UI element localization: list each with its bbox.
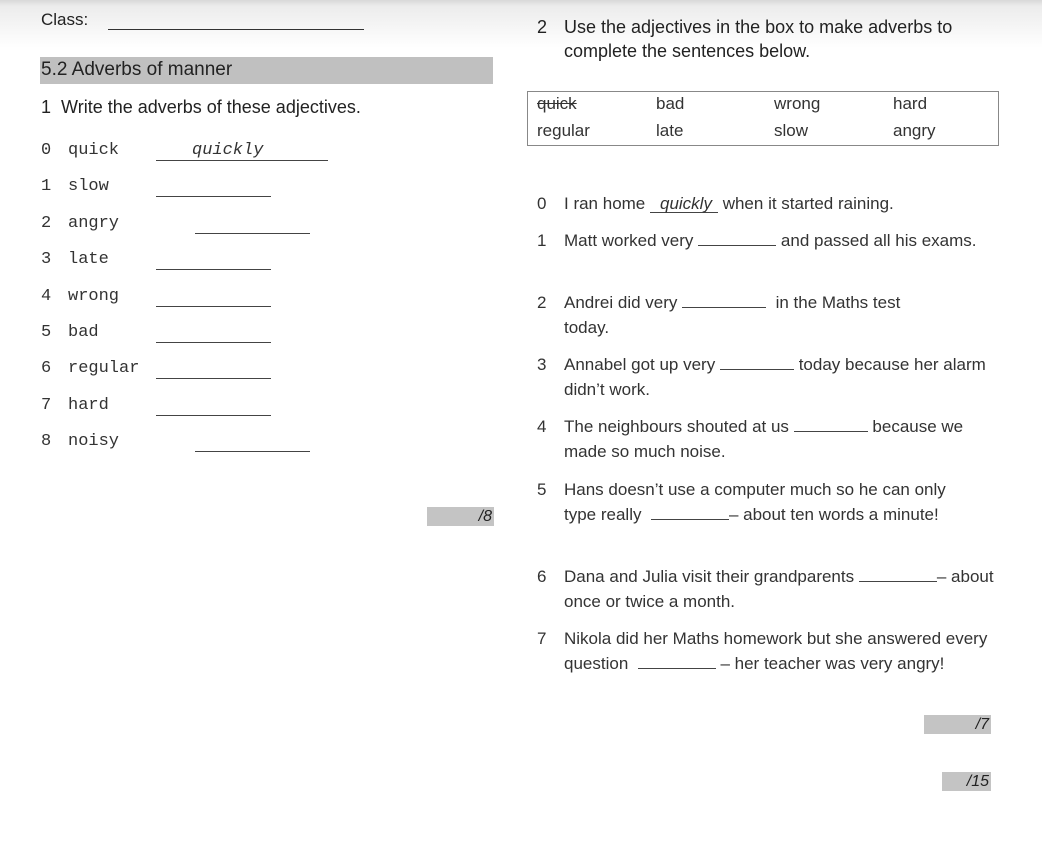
sentence-after: – about ten words a minute!: [728, 505, 939, 524]
sentence-number: 2: [537, 293, 547, 312]
exercise-1-item: [41, 323, 341, 345]
word-box-item: late: [656, 121, 684, 140]
item-number: 7: [41, 396, 52, 415]
answer-line[interactable]: [195, 214, 310, 234]
item-number: 6: [41, 359, 52, 378]
sentence-blank[interactable]: [638, 651, 716, 669]
exercise-2-text: Use the adjectives in the box to make adverbs to complete the sentences below.: [564, 17, 953, 61]
item-adjective: hard: [68, 396, 109, 415]
sentence-number: 5: [537, 480, 547, 499]
item-number: 0: [41, 141, 52, 160]
exercise-1-item: [41, 177, 341, 199]
sentence-after: because we made so much noise.: [564, 417, 964, 461]
sentence-after: when it started raining.: [722, 194, 894, 213]
exercise-1-item: [41, 141, 341, 163]
item-number: 8: [41, 432, 52, 451]
word-box-item: hard: [893, 94, 928, 113]
sentence-blank[interactable]: [682, 290, 766, 308]
sentence-after: and passed all his exams.: [780, 231, 977, 250]
sentence-blank[interactable]: [651, 502, 729, 520]
sentence-number: 3: [537, 355, 547, 374]
exercise-1-item: [41, 396, 341, 418]
item-adjective: noisy: [68, 432, 120, 451]
sentence-number: 7: [537, 629, 547, 648]
answer-line[interactable]: [195, 432, 310, 452]
sentence-after: – her teacher was very angry!: [720, 654, 945, 673]
exercise-1-number: 1: [41, 97, 52, 117]
exercise-1-text: Write the adverbs of these adjectives.: [61, 97, 361, 117]
item-adjective: regular: [68, 359, 140, 378]
sentence-number: 4: [537, 417, 547, 436]
item-adjective: quick: [68, 141, 120, 160]
sentence-before: Andrei did very: [564, 293, 678, 312]
answer-line[interactable]: [156, 250, 271, 270]
item-adjective: bad: [68, 323, 99, 342]
exercise-1-score: /8: [427, 507, 494, 526]
sentence-before: Matt worked very: [564, 231, 694, 250]
sentence-number: 0: [537, 194, 547, 213]
sentence-answer[interactable]: quickly: [650, 195, 718, 213]
exercise-1-item: [41, 432, 341, 454]
word-box-item: slow: [774, 121, 809, 140]
sentence-blank[interactable]: [794, 414, 868, 432]
item-adjective: angry: [68, 214, 120, 233]
word-box-item: angry: [893, 121, 936, 140]
exercise-1-item: [41, 214, 341, 236]
answer-line[interactable]: [156, 287, 271, 307]
class-input-line[interactable]: [108, 29, 364, 30]
sentence-after: in the Maths test today.: [564, 293, 901, 337]
sentence-before: The neighbours shouted at us: [564, 417, 789, 436]
sentence-blank[interactable]: [698, 228, 776, 246]
class-label: Class:: [41, 10, 89, 29]
sentence-number: 1: [537, 231, 547, 250]
answer-line[interactable]: [156, 177, 271, 197]
sentence-before: Dana and Julia visit their grandparents: [564, 567, 855, 586]
sentence-before: I ran home: [564, 194, 646, 213]
exercise-1-item: [41, 250, 341, 272]
exercise-1-instruction: [41, 97, 361, 118]
item-number: 4: [41, 287, 52, 306]
total-score: /15: [942, 772, 991, 791]
sentence-after: – about once or twice a month.: [564, 567, 994, 611]
answer-line[interactable]: [156, 323, 271, 343]
item-number: 3: [41, 250, 52, 269]
word-box: [527, 91, 999, 146]
exercise-1-item: [41, 359, 341, 381]
exercise-1-item: [41, 287, 341, 309]
sentence-before: Nikola did her Maths homework but she answered every question: [564, 629, 988, 673]
item-adjective: late: [68, 250, 109, 269]
section-title: 5.2 Adverbs of manner: [41, 59, 233, 80]
exercise-2-number: 2: [537, 17, 548, 37]
word-box-item: regular: [537, 121, 590, 140]
sentence-before: Annabel got up very: [564, 355, 716, 374]
sentence-blank[interactable]: [859, 564, 937, 582]
word-box-item: wrong: [774, 94, 821, 113]
item-adjective: wrong: [68, 287, 120, 306]
answer-line[interactable]: [156, 396, 271, 416]
item-number: 5: [41, 323, 52, 342]
sentence-before: Hans doesn’t use a computer much so he can only type really: [564, 480, 946, 524]
sentence-after: today because her alarm didn’t work.: [564, 355, 986, 399]
item-number: 1: [41, 177, 52, 196]
item-adjective: slow: [68, 177, 109, 196]
exercise-2-score: /7: [924, 715, 991, 734]
sentence-number: 6: [537, 567, 547, 586]
word-box-item: quick: [537, 94, 577, 113]
sentence-blank[interactable]: [720, 352, 794, 370]
word-box-item: bad: [656, 94, 685, 113]
answer-line[interactable]: [156, 359, 271, 379]
item-number: 2: [41, 214, 52, 233]
item-answer: quickly: [192, 141, 264, 160]
